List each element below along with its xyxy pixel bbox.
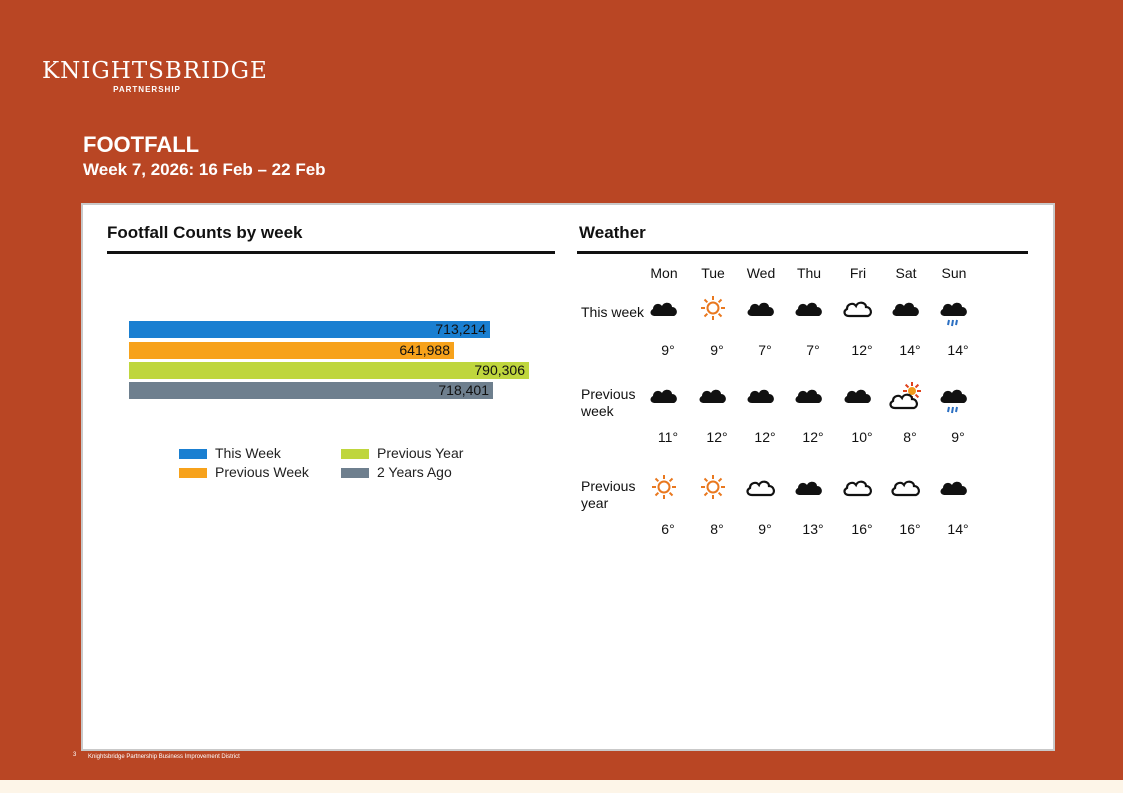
- legend-label: Previous Year: [377, 445, 464, 461]
- temperature: 14°: [899, 342, 921, 358]
- sun-icon: [698, 474, 728, 505]
- weather-row-label: Previous week: [581, 386, 636, 419]
- temperature: 14°: [947, 521, 969, 537]
- day-header-sat: Sat: [895, 265, 917, 281]
- temperature: 7°: [758, 342, 772, 358]
- sun-cloud-icon: [888, 382, 924, 417]
- cloud-icon: [792, 474, 826, 505]
- bar-this-week: [129, 321, 490, 338]
- legend-label: This Week: [215, 445, 281, 461]
- temperature: 9°: [951, 429, 965, 445]
- cloud-icon: [937, 474, 971, 505]
- weather-row-label: Previous year: [581, 478, 636, 511]
- cloud-icon: [792, 295, 826, 326]
- cloud-icon: [792, 382, 826, 413]
- day-header-thu: Thu: [796, 265, 822, 281]
- bar-value-label: 790,306: [474, 362, 525, 378]
- legend-label: Previous Week: [215, 464, 309, 480]
- temperature: 12°: [754, 429, 776, 445]
- temperature: 16°: [851, 521, 873, 537]
- page-subtitle: Week 7, 2026: 16 Feb – 22 Feb: [83, 160, 326, 179]
- cloud-icon: [744, 295, 778, 326]
- sun-icon: [649, 474, 679, 505]
- rain-cloud-icon: [937, 382, 971, 421]
- page-title: FOOTFALL: [83, 132, 200, 157]
- bar-value-label: 641,988: [399, 342, 450, 358]
- cloud-outline-icon: [744, 474, 778, 505]
- temperature: 12°: [802, 429, 824, 445]
- bar-2-years-ago: [129, 382, 493, 399]
- cloud-icon: [696, 382, 730, 413]
- weather-heading: Weather: [579, 223, 646, 242]
- temperature: 12°: [851, 342, 873, 358]
- temperature: 11°: [657, 429, 679, 445]
- cloud-outline-icon: [841, 295, 875, 326]
- logo: [42, 58, 268, 94]
- cloud-icon: [647, 295, 681, 326]
- bar-previous-week: [129, 342, 454, 359]
- temperature: 9°: [710, 342, 724, 358]
- footfall-rule: [107, 251, 555, 254]
- day-header-sun: Sun: [941, 265, 967, 281]
- logo-subtitle: PARTNERSHIP: [113, 85, 181, 94]
- temperature: 7°: [806, 342, 820, 358]
- day-header-mon: Mon: [650, 265, 678, 281]
- cloud-icon: [889, 295, 923, 326]
- temperature: 8°: [710, 521, 724, 537]
- temperature: 8°: [903, 429, 917, 445]
- cloud-icon: [744, 382, 778, 413]
- temperature: 6°: [661, 521, 675, 537]
- bar-value-label: 718,401: [438, 382, 489, 398]
- weather-rule: [577, 251, 1028, 254]
- cloud-outline-icon: [889, 474, 923, 505]
- cloud-icon: [841, 382, 875, 413]
- cloud-icon: [647, 382, 681, 413]
- sun-icon: [698, 295, 728, 326]
- cloud-outline-icon: [841, 474, 875, 505]
- legend-swatch: [179, 449, 207, 459]
- temperature: 9°: [758, 521, 772, 537]
- legend-swatch: [179, 468, 207, 478]
- footer-text: Knightsbridge Partnership Business Improvement District: [88, 754, 240, 760]
- report-panel: [81, 203, 1055, 751]
- rain-cloud-icon: [937, 295, 971, 334]
- legend-label: 2 Years Ago: [377, 464, 452, 480]
- logo-wordmark: KNIGHTSBRIDGE: [42, 58, 268, 84]
- temperature: 16°: [899, 521, 921, 537]
- temperature: 14°: [947, 342, 969, 358]
- footfall-heading: Footfall Counts by week: [107, 223, 303, 242]
- temperature: 9°: [661, 342, 675, 358]
- day-header-tue: Tue: [701, 265, 725, 281]
- weather-row-label: This week: [581, 304, 645, 320]
- temperature: 13°: [802, 521, 824, 537]
- bar-value-label: 713,214: [435, 321, 486, 337]
- legend-swatch: [341, 449, 369, 459]
- legend-swatch: [341, 468, 369, 478]
- temperature: 12°: [706, 429, 728, 445]
- day-header-wed: Wed: [746, 265, 776, 281]
- bar-previous-year: [129, 362, 529, 379]
- page-number: 3: [73, 752, 77, 758]
- day-header-fri: Fri: [849, 265, 867, 281]
- temperature: 10°: [851, 429, 873, 445]
